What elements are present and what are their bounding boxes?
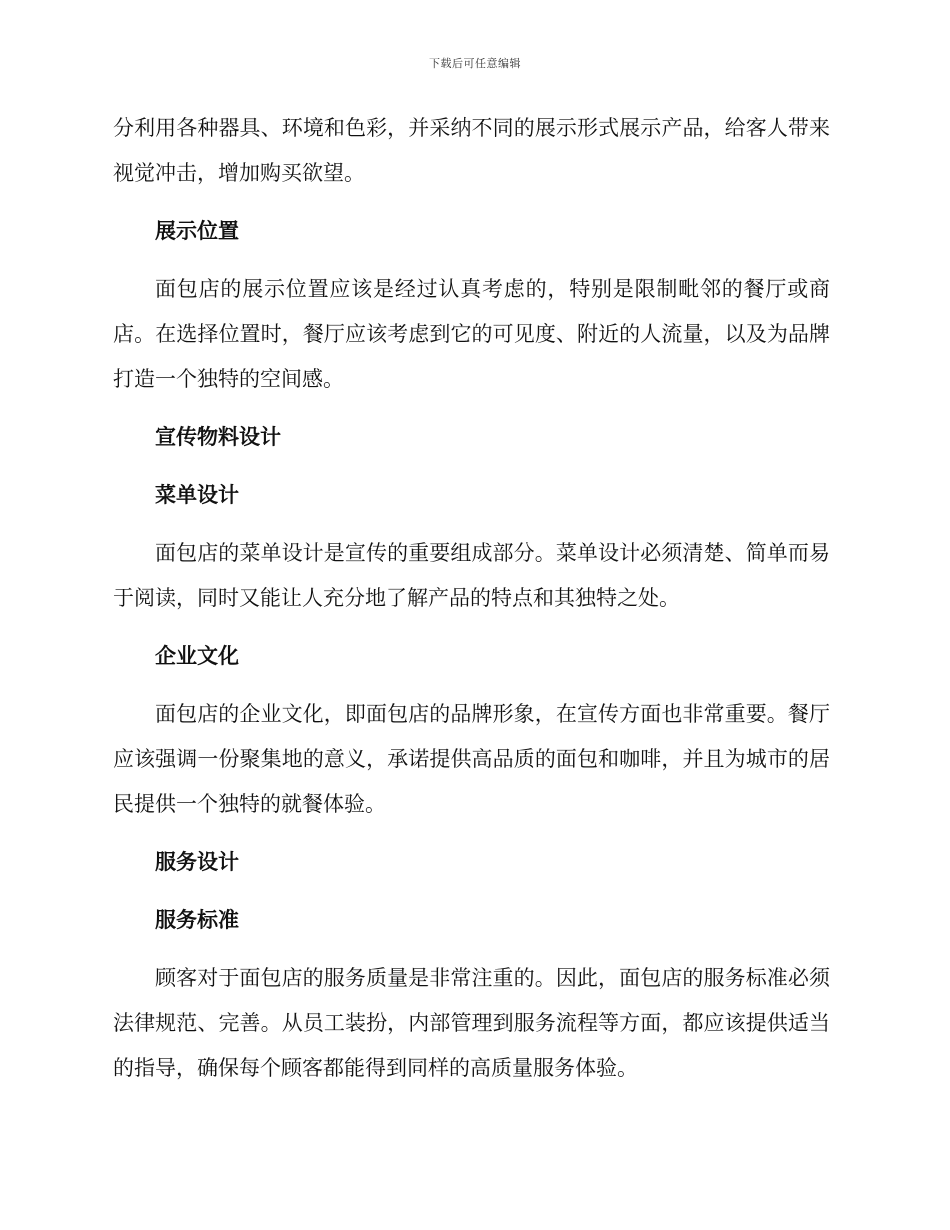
paragraph-display-location: 面包店的展示位置应该是经过认真考虑的，特别是限制毗邻的餐厅或商店。在选择位置时，餐厅应该考虑到它的可见度、附近的人流量，以及为品牌打造一个独特的空间感。 <box>113 277 830 391</box>
page-header-note: 下载后可任意编辑 <box>429 57 521 70</box>
paragraph-corporate-culture: 面包店的企业文化，即面包店的品牌形象，在宣传方面也非常重要。餐厅应该强调一份聚集地的意义，承诺提供高品质的面包和咖啡，并且为城市的居民提供一个独特的就餐体验。 <box>113 702 830 816</box>
paragraph-menu-design: 面包店的菜单设计是宣传的重要组成部分。菜单设计必须清楚、简单而易于阅读，同时又能让人充分地了解产品的特点和其独特之处。 <box>113 541 830 610</box>
continued-paragraph: 分利用各种器具、环境和色彩，并采纳不同的展示形式展示产品，给客人带来视觉冲击，增加购买欲望。 <box>113 116 830 185</box>
section-heading-service-standard: 服务标准 <box>155 908 239 932</box>
section-heading-menu-design: 菜单设计 <box>155 483 239 507</box>
document-body <box>113 106 830 1104</box>
section-heading-promo-material: 宣传物料设计 <box>155 425 281 449</box>
section-heading-service-design: 服务设计 <box>155 850 239 874</box>
paragraph-service-standard: 顾客对于面包店的服务质量是非常注重的。因此，面包店的服务标准必须法律规范、完善。从员工装扮，内部管理到服务流程等方面，都应该提供适当的指导，确保每个顾客都能得到同样的高质量服务体验。 <box>113 966 830 1080</box>
section-heading-corporate-culture: 企业文化 <box>155 644 239 668</box>
section-heading-display-location: 展示位置 <box>155 219 239 243</box>
